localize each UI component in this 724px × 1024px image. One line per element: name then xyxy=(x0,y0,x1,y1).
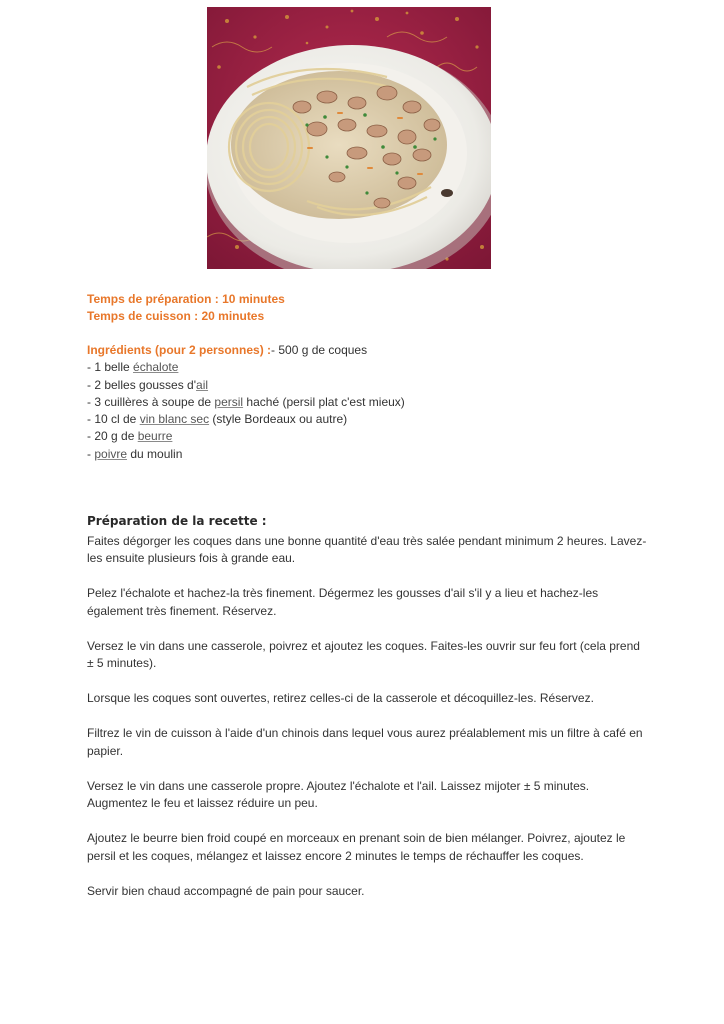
ingredient-link-ail[interactable]: ail xyxy=(196,377,209,392)
ingredient-link-poivre[interactable]: poivre xyxy=(94,446,128,461)
ingredient-item xyxy=(87,446,405,463)
ingredient-item: - 500 g de coques xyxy=(271,343,368,357)
recipe-times xyxy=(87,291,285,325)
prep-time: Temps de préparation : 10 minutes xyxy=(87,292,285,306)
recipe-photo-illustration xyxy=(207,7,491,269)
ingredients-heading-line xyxy=(87,342,405,359)
preparation-title: Préparation de la recette : xyxy=(87,514,267,528)
ingredient-item xyxy=(87,359,405,376)
ingredient-text: - 1 belle xyxy=(87,360,134,375)
preparation-step: Lorsque les coques sont ouvertes, retirez celles-ci de la casserole et décoquillez-les. Réservez. xyxy=(87,691,594,705)
preparation-step: Servir bien chaud accompagné de pain pour saucer. xyxy=(87,883,365,898)
ingredient-link-persil[interactable]: persil xyxy=(214,394,244,409)
cook-time: Temps de cuisson : 20 minutes xyxy=(87,309,265,323)
ingredient-text: haché (persil plat c'est mieux) xyxy=(243,394,405,409)
recipe-photo xyxy=(207,7,491,269)
preparation-step: Versez le vin dans une casserole, poivrez et ajoutez les coques. Faites-les ouvrir sur feu fort (cela prend ± 5 minutes). xyxy=(87,638,640,670)
preparation-step: Filtrez le vin de cuisson à l'aide d'un chinois dans lequel vous aurez préalablement mis un filtre à café en papier. xyxy=(87,726,643,758)
ingredients-section xyxy=(87,342,405,463)
preparation-step: Ajoutez le beurre bien froid coupé en morceaux en prenant soin de bien mélanger. Poivrez, ajoutez le persil et les coques, mélangez et laissez encore 2 minutes le temps de réchauffer les coques. xyxy=(87,831,626,863)
ingredient-text: (style Bordeaux ou autre) xyxy=(209,412,348,427)
ingredient-link-echalote[interactable]: échalote xyxy=(133,360,179,375)
ingredient-text: - 20 g de xyxy=(87,429,138,444)
ingredient-item xyxy=(87,394,405,411)
ingredient-link-beurre[interactable]: beurre xyxy=(137,429,173,444)
preparation-section xyxy=(87,513,647,918)
ingredient-text: - 2 belles gousses d' xyxy=(87,377,197,392)
ingredient-text: - xyxy=(87,446,95,461)
preparation-step: Versez le vin dans une casserole propre. Ajoutez l'échalote et l'ail. Laissez mijoter ± 5 minutes. Augmentez le feu et laissez réduire un peu. xyxy=(87,778,590,810)
ingredient-text: - 10 cl de xyxy=(87,412,140,427)
preparation-step: Faites dégorger les coques dans une bonne quantité d'eau très salée pendant minimum 2 heures. Lavez-les ensuite plusieurs fois à grande eau. xyxy=(87,533,647,565)
ingredient-item xyxy=(87,377,405,394)
ingredient-text: du moulin xyxy=(127,446,183,461)
ingredients-heading: Ingrédients (pour 2 personnes) : xyxy=(87,343,272,357)
preparation-step: Pelez l'échalote et hachez-la très finement. Dégermez les gousses d'ail s'il y a lieu et hachez-les également très finement. Réservez. xyxy=(87,586,599,618)
ingredient-text: - 3 cuillères à soupe de xyxy=(87,394,215,409)
ingredient-item xyxy=(87,428,405,445)
ingredient-link-vin-blanc-sec[interactable]: vin blanc sec xyxy=(139,412,210,427)
ingredient-item xyxy=(87,411,405,428)
